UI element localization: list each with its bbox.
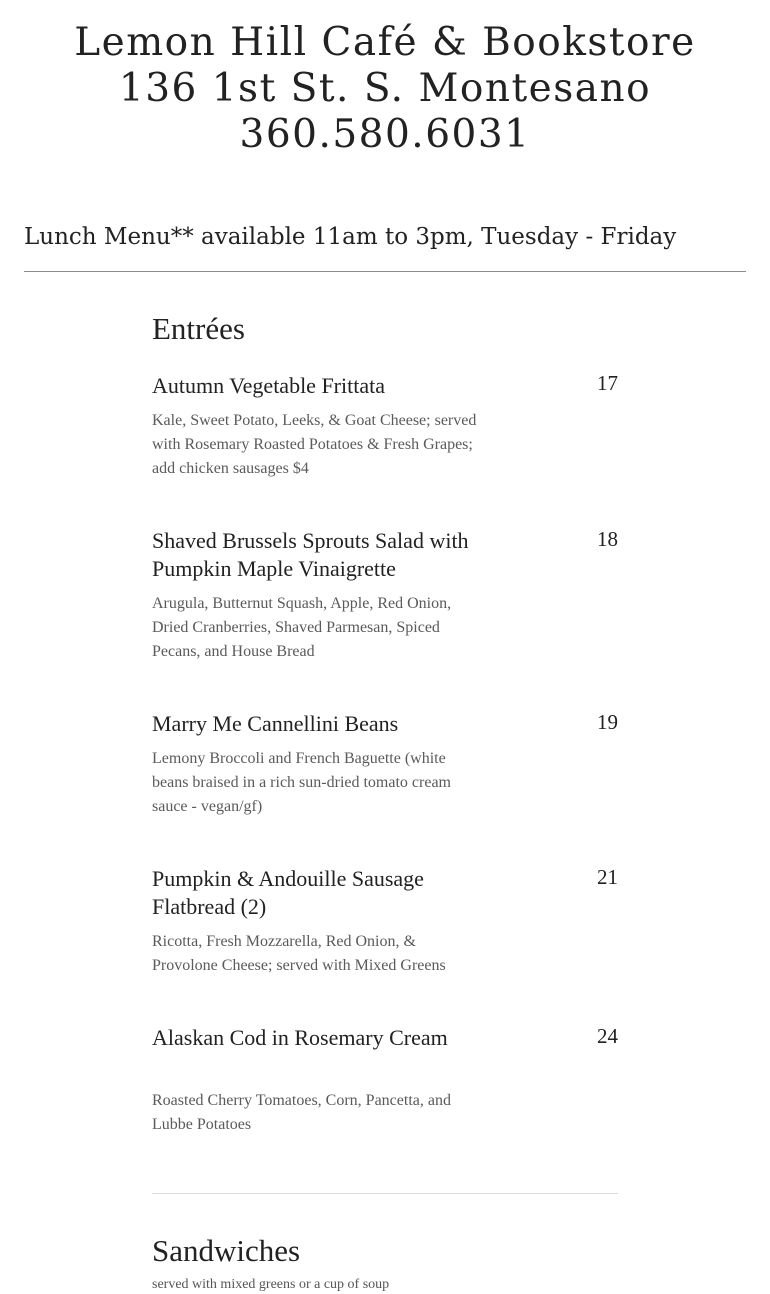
menu-item-name: Shaved Brussels Sprouts Salad with Pumpkin Maple Vinaigrette xyxy=(152,528,469,581)
sandwiches-note: served with mixed greens or a cup of soup xyxy=(152,1277,390,1292)
menu-item-description: Lemony Broccoli and French Baguette (white beans braised in a rich sun-dried tomato cream sauce - vegan/gf) xyxy=(152,750,451,815)
menu-item-price: 17 xyxy=(597,371,618,395)
restaurant-address: 136 1st St. S. Montesano xyxy=(118,66,652,111)
menu-item-name: Autumn Vegetable Frittata xyxy=(152,373,385,398)
header-divider xyxy=(24,271,746,272)
menu-item-description: Ricotta, Fresh Mozzarella, Red Onion, & Provolone Cheese; served with Mixed Greens xyxy=(152,933,446,974)
lunch-menu-hours: Lunch Menu** available 11am to 3pm, Tuesday - Friday xyxy=(24,224,677,250)
restaurant-name: Lemon Hill Café & Bookstore xyxy=(74,20,696,65)
menu-item-description: Roasted Cherry Tomatoes, Corn, Pancetta, and Lubbe Potatoes xyxy=(152,1092,451,1133)
menu-item-description: Arugula, Butternut Squash, Apple, Red Onion, Dried Cranberries, Shaved Parmesan, Spiced Pecans, and House Bread xyxy=(152,595,452,660)
restaurant-header xyxy=(0,20,770,158)
menu-item-price: 18 xyxy=(597,527,618,551)
menu-item-name: Pumpkin & Andouille Sausage Flatbread (2) xyxy=(152,866,424,919)
restaurant-phone: 360.580.6031 xyxy=(239,112,531,157)
menu-item-description: Kale, Sweet Potato, Leeks, & Goat Cheese; served with Rosemary Roasted Potatoes & Fresh Grapes; add chicken sausages $4 xyxy=(152,412,477,477)
menu-item-price: 21 xyxy=(597,865,618,889)
menu-item-price: 19 xyxy=(597,710,618,734)
menu-item-name: Alaskan Cod in Rosemary Cream xyxy=(152,1025,448,1050)
section-divider xyxy=(152,1193,618,1194)
menu-item-name: Marry Me Cannellini Beans xyxy=(152,711,399,736)
entrees-section-title: Entrées xyxy=(152,311,245,346)
sandwiches-section-title: Sandwiches xyxy=(152,1233,301,1268)
menu-item-price: 24 xyxy=(597,1024,618,1048)
